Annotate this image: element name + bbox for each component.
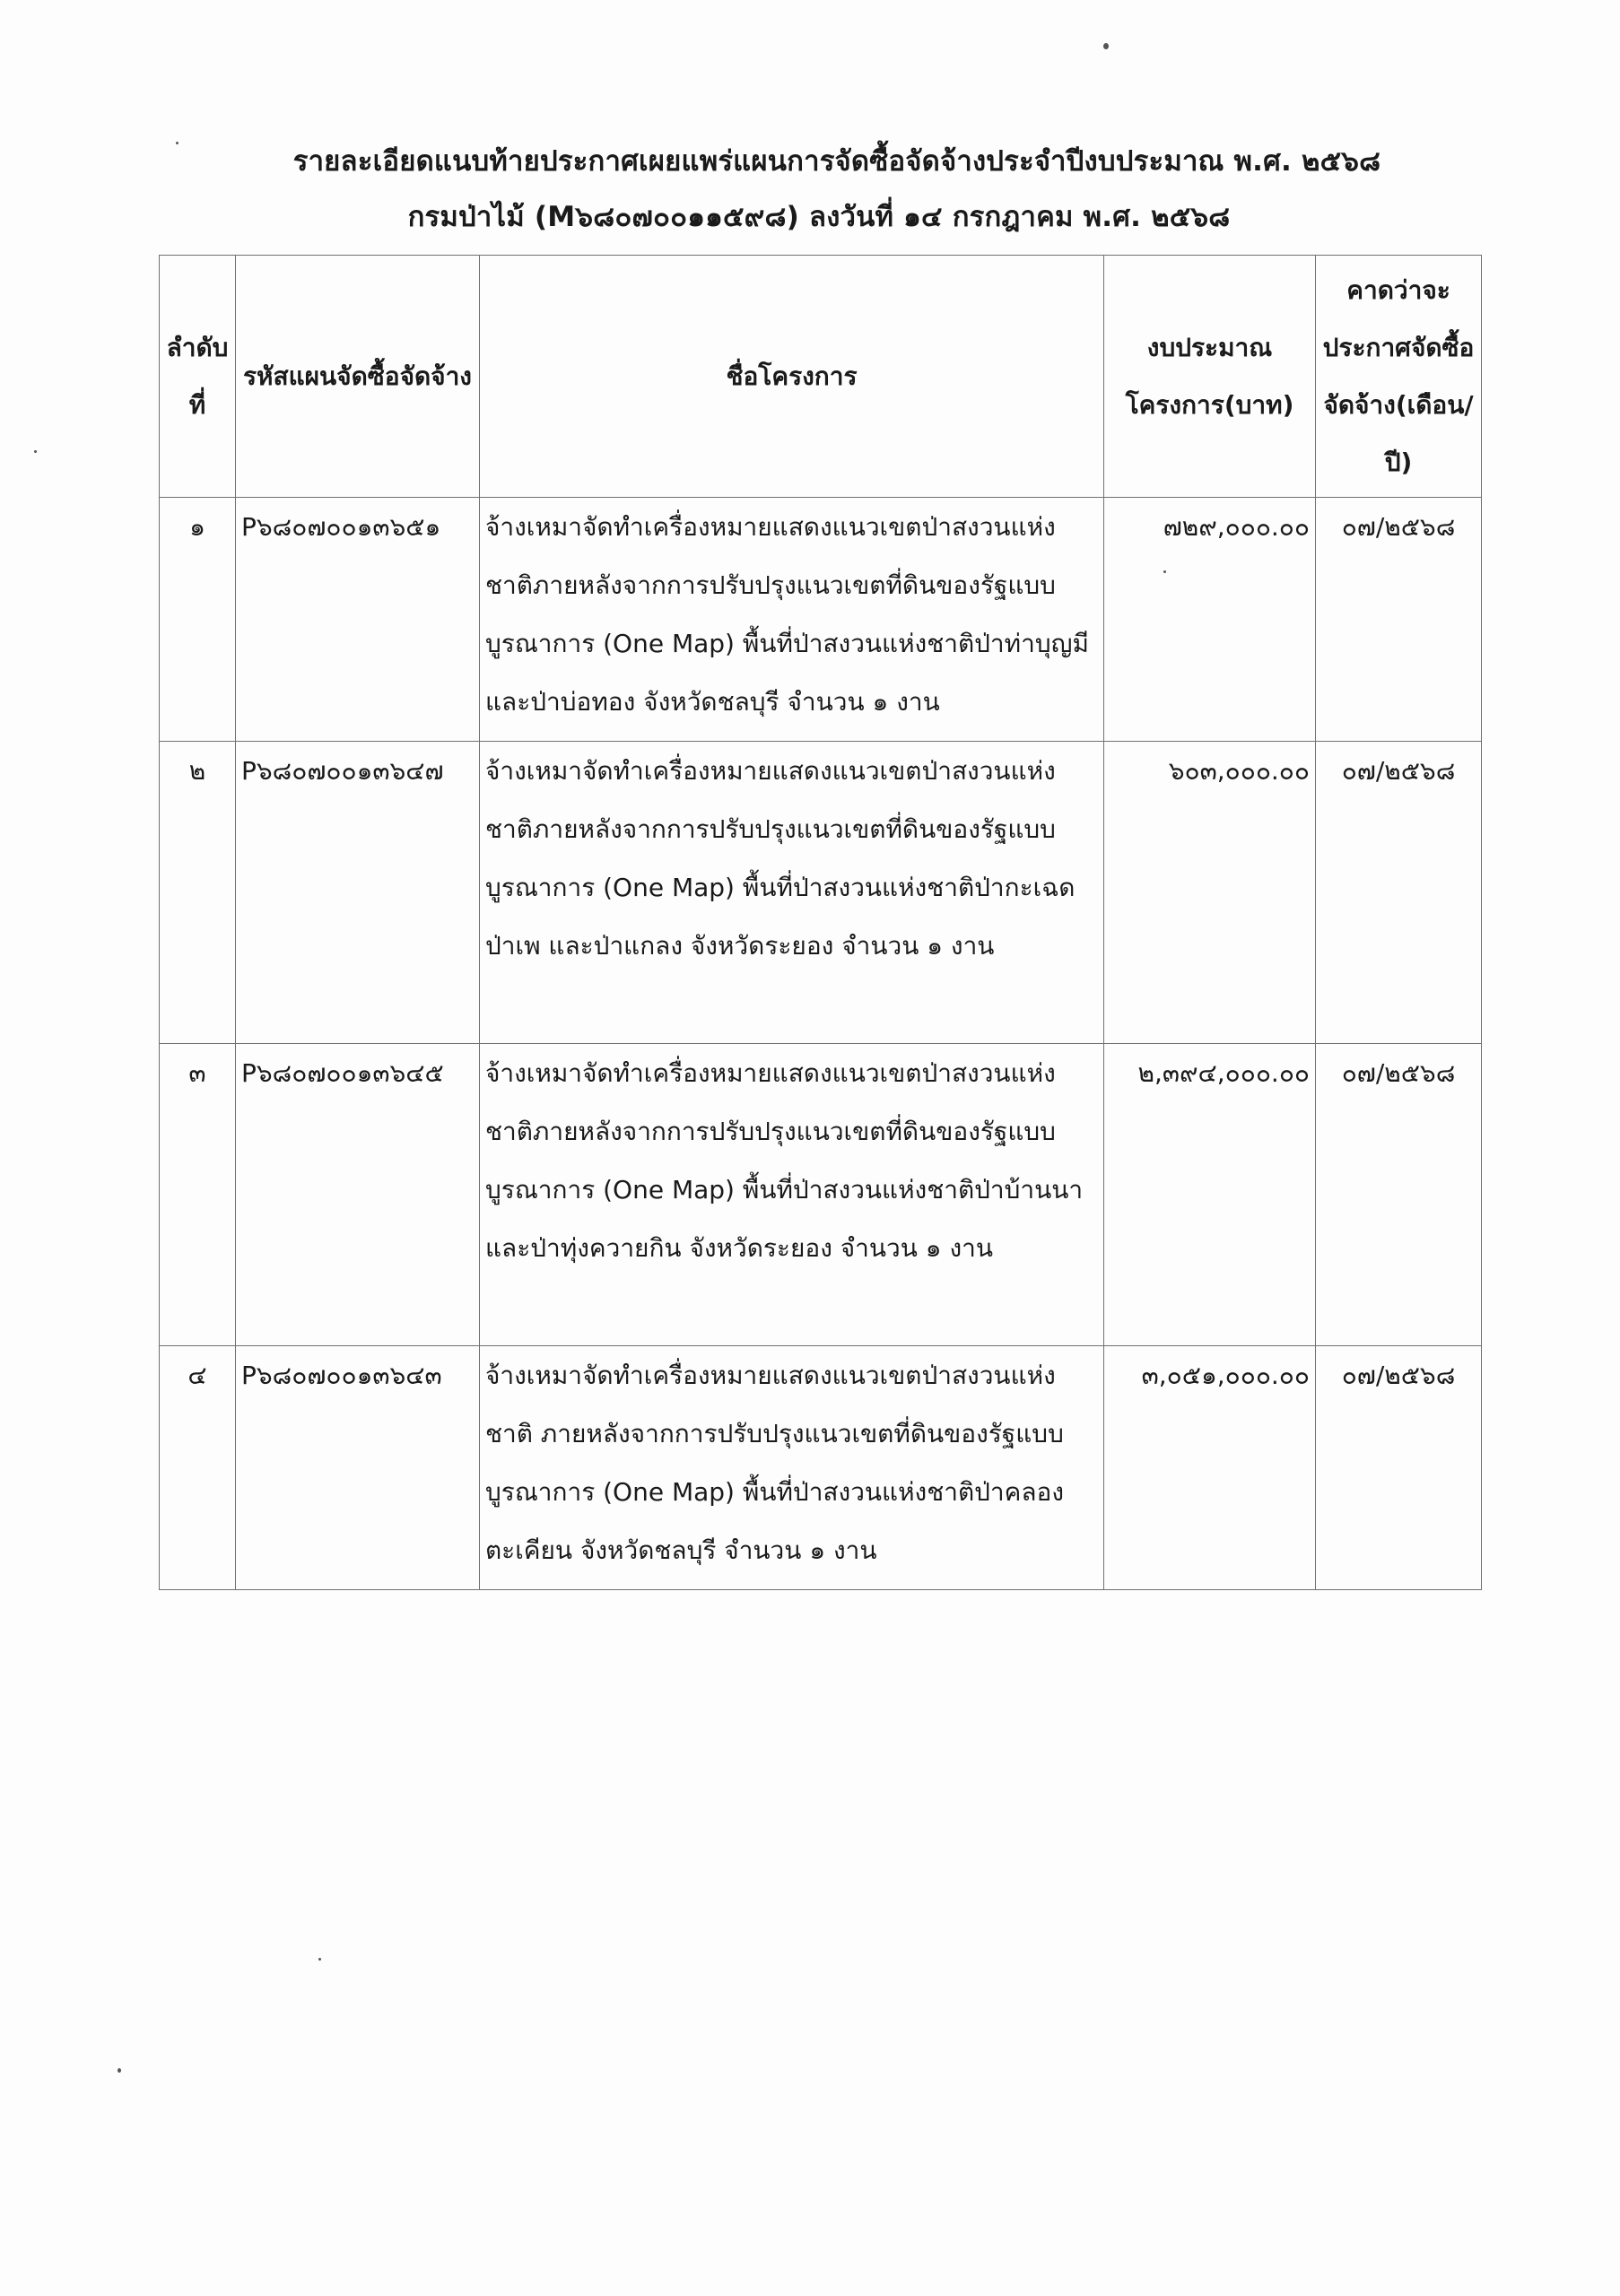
cell-no: ๒	[160, 742, 236, 1044]
cell-expected-month: ๐๗/๒๕๖๘	[1316, 1346, 1482, 1590]
scan-speck	[118, 2068, 121, 2073]
cell-project-name: จ้างเหมาจัดทำเครื่องหมายแสดงแนวเขตป่าสงวนแห่งชาติภายหลังจากการปรับปรุงแนวเขตที่ดินของรัฐแบบบูรณาการ (One Map) พื้นที่ป่าสงวนแห่งชาติป่าท่าบุญมี และป่าบ่อทอง จังหวัดชลบุรี จำนวน ๑ งาน	[480, 498, 1104, 742]
column-header-no: ลำดับที่	[160, 256, 236, 498]
cell-expected-month: ๐๗/๒๕๖๘	[1316, 1044, 1482, 1346]
cell-no: ๔	[160, 1346, 236, 1590]
column-header-budget: งบประมาณโครงการ(บาท)	[1104, 256, 1316, 498]
cell-project-name: จ้างเหมาจัดทำเครื่องหมายแสดงแนวเขตป่าสงวนแห่งชาติภายหลังจากการปรับปรุงแนวเขตที่ดินของรัฐแบบบูรณาการ (One Map) พื้นที่ป่าสงวนแห่งชาติป่าบ้านนา และป่าทุ่งควายกิน จังหวัดระยอง จำนวน ๑ งาน	[480, 1044, 1104, 1346]
scan-speck	[318, 1958, 321, 1961]
cell-project-name: จ้างเหมาจัดทำเครื่องหมายแสดงแนวเขตป่าสงวนแห่งชาติ ภายหลังจากการปรับปรุงแนวเขตที่ดินของรัฐแบบบูรณาการ (One Map) พื้นที่ป่าสงวนแห่งชาติป่าคลองตะเคียน จังหวัดชลบุรี จำนวน ๑ งาน	[480, 1346, 1104, 1590]
table-row	[160, 1346, 1482, 1590]
cell-no: ๑	[160, 498, 236, 742]
cell-plan-code: P๖๘๐๗๐๐๑๓๖๔๕	[236, 1044, 480, 1346]
procurement-plan-table	[159, 255, 1482, 1590]
table-header-row	[160, 256, 1482, 498]
cell-budget: ๖๐๓,๐๐๐.๐๐	[1104, 742, 1316, 1044]
cell-plan-code: P๖๘๐๗๐๐๑๓๖๕๑	[236, 498, 480, 742]
document-title: รายละเอียดแนบท้ายประกาศเผยแพร่แผนการจัดซื้อจัดจ้างประจำปีงบประมาณ พ.ศ. ๒๕๖๘	[292, 145, 1381, 178]
cell-plan-code: P๖๘๐๗๐๐๑๓๖๔๓	[236, 1346, 480, 1590]
cell-project-name: จ้างเหมาจัดทำเครื่องหมายแสดงแนวเขตป่าสงวนแห่งชาติภายหลังจากการปรับปรุงแนวเขตที่ดินของรัฐแบบบูรณาการ (One Map) พื้นที่ป่าสงวนแห่งชาติป่ากะเฉด ป่าเพ และป่าแกลง จังหวัดระยอง จำนวน ๑ งาน	[480, 742, 1104, 1044]
table-row	[160, 1044, 1482, 1346]
cell-expected-month: ๐๗/๒๕๖๘	[1316, 498, 1482, 742]
document-subtitle: กรมป่าไม้ (M๖๘๐๗๐๐๑๑๕๙๘) ลงวันที่ ๑๔ กรกฎาคม พ.ศ. ๒๕๖๘	[407, 201, 1231, 233]
cell-no: ๓	[160, 1044, 236, 1346]
scan-speck	[1103, 43, 1109, 49]
table-row	[160, 742, 1482, 1044]
cell-budget: ๗๒๙,๐๐๐.๐๐	[1104, 498, 1316, 742]
cell-budget: ๓,๐๕๑,๐๐๐.๐๐	[1104, 1346, 1316, 1590]
cell-expected-month: ๐๗/๒๕๖๘	[1316, 742, 1482, 1044]
scan-speck	[34, 450, 37, 453]
cell-budget: ๒,๓๙๔,๐๐๐.๐๐	[1104, 1044, 1316, 1346]
column-header-name: ชื่อโครงการ	[480, 256, 1104, 498]
column-header-month: คาดว่าจะประกาศจัดซื้อจัดจ้าง(เดือน/ปี)	[1316, 256, 1482, 498]
scan-speck	[176, 142, 179, 144]
cell-plan-code: P๖๘๐๗๐๐๑๓๖๔๗	[236, 742, 480, 1044]
column-header-code: รหัสแผนจัดซื้อจัดจ้าง	[236, 256, 480, 498]
table-row	[160, 498, 1482, 742]
scan-speck	[1163, 570, 1166, 573]
